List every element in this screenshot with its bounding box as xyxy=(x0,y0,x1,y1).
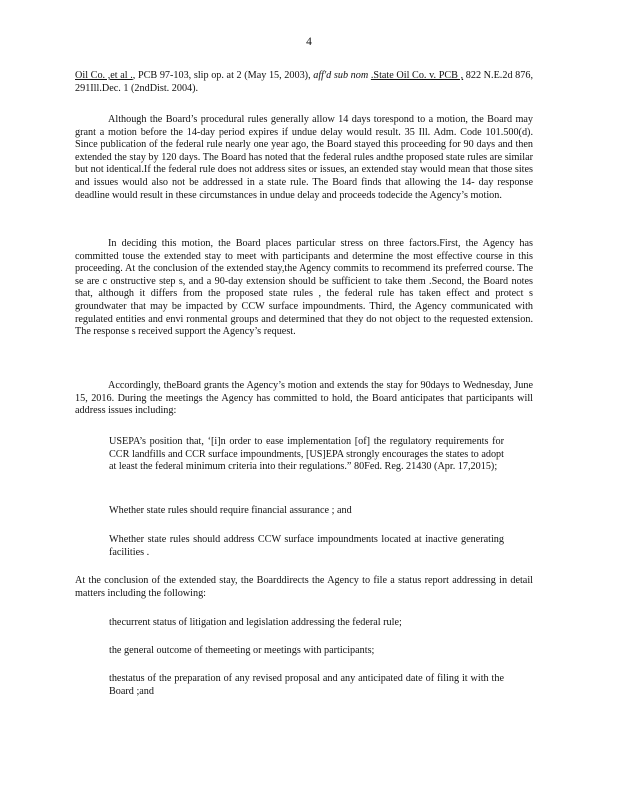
matter-item: thestatus of the preparation of any revised proposal and any anticipated date of filing it with the Board ;and xyxy=(109,673,504,697)
issue-item: USEPA’s position that, ‘[i]n order to ease implementation [of] the regulatory requirements for CCR landfills and CCR surface impoundments, [US]EPA strongly encourages the states to adopt at least the federal minimum criteria into their regulations.” 80Fed. Reg. 21430 (Apr. 17,2015); xyxy=(109,436,504,473)
citation-paragraph xyxy=(75,70,533,95)
citation-mid: , PCB 97-103, slip op. at 2 (May 15, 2003), xyxy=(132,70,311,81)
citation-affd: aff'd sub nom xyxy=(313,70,369,81)
issue-item: Whether state rules should require financial assurance ; and xyxy=(109,505,352,516)
citation-case-1: Oil Co. ,et al . xyxy=(75,70,133,81)
issue-item: Whether state rules should address CCW surface impoundments located at inactive generating facilities . xyxy=(109,534,504,558)
citation-tail: 822 N.E.2d 876, 291Ill.Dec. 1 (2ndDist. 2004). xyxy=(75,70,533,94)
paragraph-conclusion: At the conclusion of the extended stay, the Boarddirects the Agency to file a status report addressing in detail matters including the following: xyxy=(75,575,533,599)
paragraph-accordingly: Accordingly, theBoard grants the Agency’s motion and extends the stay for 90days to Wednesday, June 15, 2016. During the meetings the Agency has committed to hold, the Board anticipates that participants will address issues including: xyxy=(75,380,533,417)
matter-item: the general outcome of themeeting or meetings with participants; xyxy=(109,645,375,656)
paragraph-procedural-rules: Although the Board’s procedural rules generally allow 14 days torespond to a motion, the Board may grant a motion before the 14-day period expires if undue delay would result. 35 Ill. Adm. Code 101.500(d). Since publication of the federal rule nearly one year ago, the Board stayed this proceeding for 90 days and then extended the stay by 120 days. The Board has noted that the federal rules andthe proposed state rules are similar but not identical.If the federal rule does not address sites or issues, an extended stay would mean that those sites and issues would also not be addressed in a state rule. The Board finds that allowing the 14- day response deadline would result in these circumstances in undue delay and proceeds todecide the Agency’s motion. xyxy=(75,114,533,201)
page-number: 4 xyxy=(306,36,312,48)
paragraph-deciding-motion: In deciding this motion, the Board places particular stress on three factors.First, the Agency has committed touse the extended stay to meet with participants and determine the most effective course in this proceeding. At the conclusion of the extended stay,the Agency commits to recommend its preferred course. The se are c onstructive step s, and a 90-day extension should be sufficient to take them .Second, the Board notes that, although it differs from the proposed state rules , the federal rule has taken effect and protect s groundwater that may be impacted by CCW surface impoundments. Third, the Agency communicated with regulated entities and envi ronmental groups and determined that they do not object to the requested extension. The response s received support the Agency’s request. xyxy=(75,238,533,338)
citation-case-2: .State Oil Co. v. PCB , xyxy=(370,70,464,81)
matter-item: thecurrent status of litigation and legislation addressing the federal rule; xyxy=(109,617,402,628)
